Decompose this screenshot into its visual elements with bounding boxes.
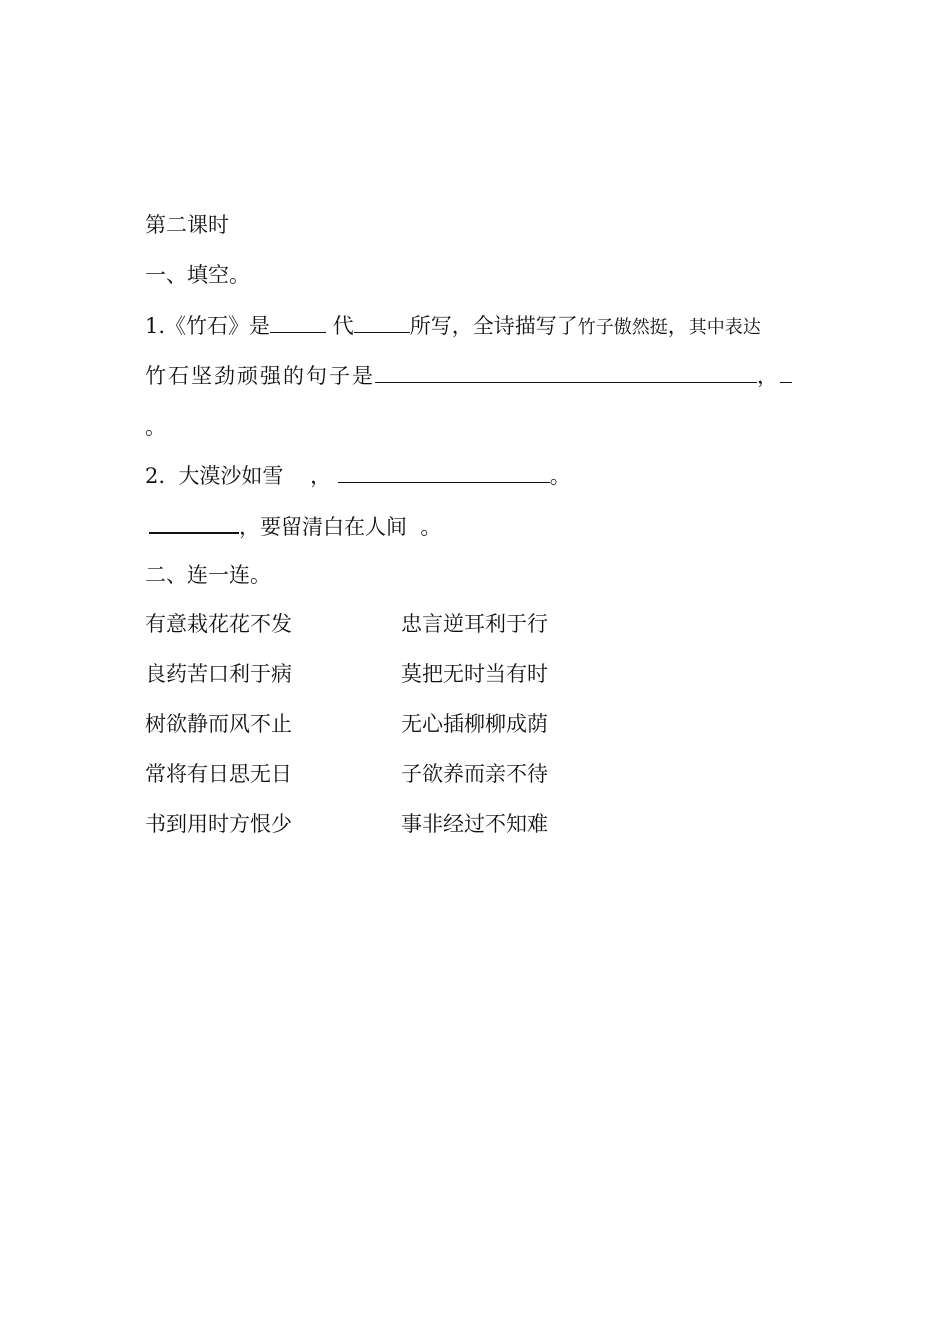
- match-right-item[interactable]: 子欲养而亲不待: [401, 762, 548, 786]
- question-1-text: 竹子傲然挺: [577, 317, 668, 338]
- question-2-text: 大漠沙如雪: [178, 464, 284, 488]
- poem-blank-3[interactable]: [338, 460, 550, 483]
- question-1-line-1: [145, 310, 761, 343]
- question-1-text: 代: [332, 314, 354, 338]
- section-fill-blank-heading: 一、填空。: [145, 263, 250, 287]
- match-left-item[interactable]: 树欲静而风不止: [145, 712, 292, 736]
- comma: ，: [757, 364, 780, 388]
- dynasty-blank[interactable]: [270, 310, 326, 333]
- author-blank[interactable]: [354, 310, 410, 333]
- match-right-item[interactable]: 事非经过不知难: [401, 812, 548, 836]
- match-left-item[interactable]: 书到用时方恨少: [145, 812, 292, 836]
- question-1-text: 所写，全诗描写了: [409, 314, 578, 338]
- question-2-line-1: [145, 460, 571, 491]
- match-right-item[interactable]: 忠言逆耳利于行: [401, 612, 548, 636]
- period: 。: [549, 464, 571, 488]
- question-1-text: 其中表达: [688, 317, 761, 338]
- match-left-item[interactable]: 常将有日思无日: [145, 762, 292, 786]
- question-2-line-2: [145, 510, 441, 542]
- question-1-title: 《竹石》是: [165, 314, 271, 338]
- comma: ，: [310, 464, 332, 488]
- section-match-heading: 二、连一连。: [145, 563, 271, 587]
- match-right-item[interactable]: 莫把无时当有时: [401, 662, 548, 686]
- question-number: 2.: [145, 464, 166, 488]
- question-2-text: ，要留清白在人间: [239, 515, 407, 539]
- match-right-item[interactable]: 无心插柳柳成荫: [401, 712, 548, 736]
- question-number: 1.: [145, 314, 166, 338]
- match-left-item[interactable]: 良药苦口利于病: [145, 662, 292, 686]
- question-1-text: 竹石坚劲顽强的句子是: [145, 364, 375, 388]
- poem-blank-4[interactable]: [149, 510, 239, 534]
- period: 。: [420, 515, 442, 539]
- match-left-item[interactable]: 有意栽花花不发: [145, 612, 292, 636]
- poem-line-blank-1[interactable]: [375, 360, 757, 383]
- question-1-text: ，: [667, 314, 689, 338]
- question-1-line-3: 。: [145, 415, 166, 439]
- poem-line-blank-2[interactable]: [780, 360, 792, 383]
- question-1-line-2: [145, 360, 792, 391]
- lesson-title: 第二课时: [145, 213, 229, 237]
